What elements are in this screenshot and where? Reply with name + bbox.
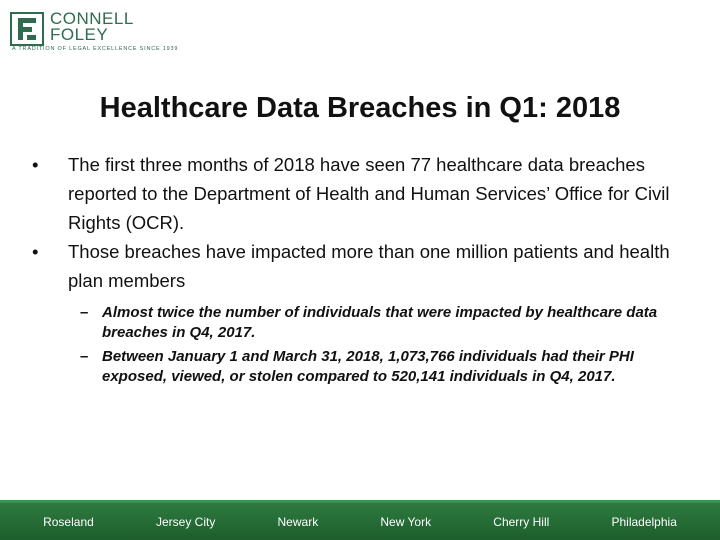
logo-line-1: CONNELL [50,9,134,28]
slide-title: Healthcare Data Breaches in Q1: 2018 [99,92,621,124]
bullet-text: Those breaches have impacted more than one million patients and health plan members [68,241,670,291]
sub-bullet-marker: – [80,348,89,365]
sub-bullet-marker: – [80,304,89,321]
location-jersey-city: Jersey City [155,514,216,529]
bullet-text: The first three months of 2018 have seen 77 healthcare data breaches reported to the Department of Health and Human Services’ Office for Civil Rights (OCR). [68,154,670,233]
sub-bullet-text: Almost twice the number of individuals that were impacted by healthcare data breaches in Q4, 2017. [102,304,658,341]
bullet-item [28,237,698,295]
bullet-marker: • [32,154,39,175]
bullet-marker: • [32,241,39,262]
logo-tagline: A TRADITION OF LEGAL EXCELLENCE SINCE 1939 [12,46,179,52]
location-newark: Newark [277,514,319,529]
logo-wordmark [50,11,134,43]
location-philadelphia: Philadelphia [611,514,677,529]
location-new-york: New York [380,514,432,529]
location-roseland: Roseland [43,514,94,529]
sub-bullet-text: Between January 1 and March 31, 2018, 1,073,766 individuals had their PHI exposed, viewed, or stolen compared to 520,141 individuals in Q4, 2017. [102,348,634,385]
sub-bullet-list [28,303,698,387]
location-cherry-hill: Cherry Hill [493,514,550,529]
logo-line-2: FOLEY [50,25,109,44]
logo-monogram-icon [10,12,44,46]
office-locations-bar [0,500,720,540]
bullet-item [28,150,698,237]
connell-foley-logo [10,8,179,58]
sub-bullet-item [80,347,698,387]
sub-bullet-item [80,303,698,343]
slide-body [28,150,698,391]
